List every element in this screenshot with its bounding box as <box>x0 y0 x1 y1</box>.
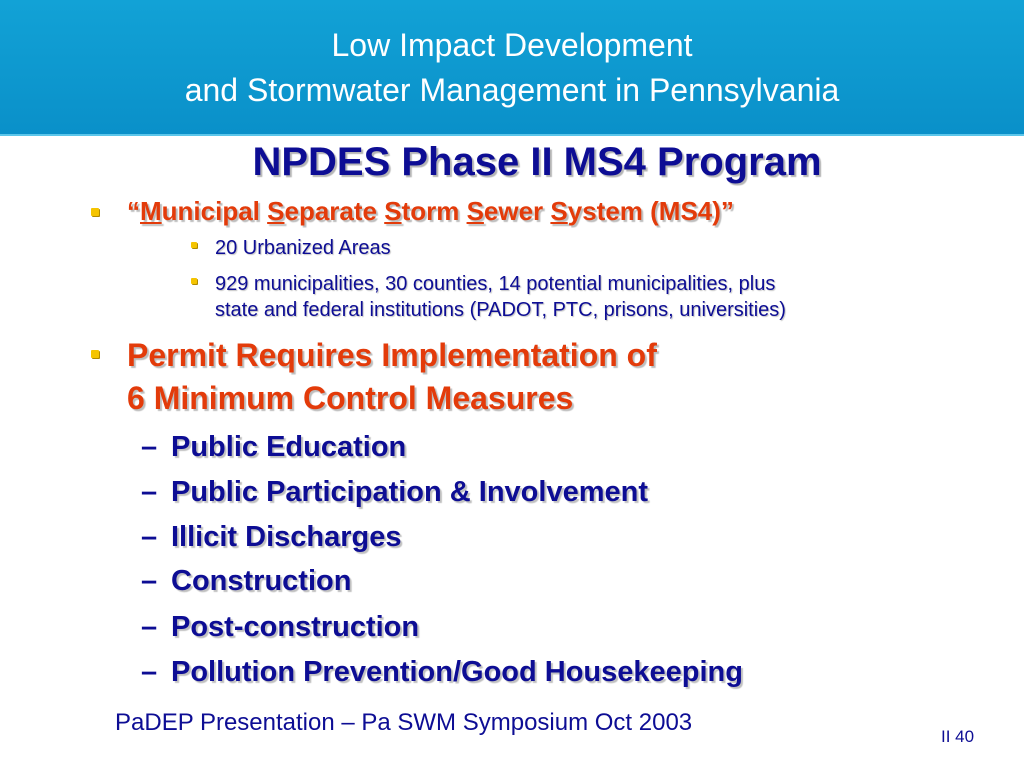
ms4-initial-letter: S <box>550 196 568 226</box>
sub-bullet-icon <box>191 242 197 248</box>
measure-item: Public Participation & Involvement <box>171 476 648 508</box>
measure-item: Post-construction <box>171 611 420 643</box>
bullet-icon <box>91 350 99 358</box>
ms4-definition <box>127 195 734 227</box>
page-number: II 40 <box>941 727 975 746</box>
sub-bullet-urbanized-areas: 20 Urbanized Areas <box>215 237 391 259</box>
ms4-initial-letter: S <box>466 196 484 226</box>
footer-presentation-credit: PaDEP Presentation – Pa SWM Symposium Oct 2003 <box>115 709 693 736</box>
measure-item: Construction <box>171 565 352 597</box>
ms4-text-segment: torm <box>401 196 467 226</box>
slide-title: NPDES Phase II MS4 Program <box>252 140 822 184</box>
ms4-initial-letter: M <box>140 196 162 226</box>
header-title-line-1: Low Impact Development <box>331 27 693 63</box>
ms4-text-segment: ystem (MS4)” <box>567 196 734 226</box>
sub-bullet-icon <box>191 278 197 284</box>
ms4-text-segment: “ <box>127 196 140 226</box>
bullet-icon <box>91 208 99 216</box>
sub-bullet-institutions: state and federal institutions (PADOT, PTC, prisons, universities) <box>215 299 786 321</box>
ms4-initial-letter: S <box>384 196 402 226</box>
dash-marker: – <box>141 656 158 688</box>
measure-item: Public Education <box>171 431 407 463</box>
dash-marker: – <box>141 521 158 553</box>
measure-item: Illicit Discharges <box>171 521 402 553</box>
header-title-line-2: and Stormwater Management in Pennsylvania <box>184 72 840 108</box>
permit-heading-line-1: Permit Requires Implementation of <box>127 337 657 373</box>
ms4-text-segment: ewer <box>483 196 551 226</box>
dash-marker: – <box>141 611 158 643</box>
dash-marker: – <box>141 431 158 463</box>
ms4-text-segment: eparate <box>284 196 385 226</box>
dash-marker: – <box>141 565 158 597</box>
dash-marker: – <box>141 476 158 508</box>
measure-item: Pollution Prevention/Good Housekeeping <box>171 656 743 688</box>
ms4-text-segment: unicipal <box>161 196 268 226</box>
permit-heading-line-2: 6 Minimum Control Measures <box>127 380 574 416</box>
slide-header-banner <box>0 0 1024 136</box>
sub-bullet-municipalities: 929 municipalities, 30 counties, 14 potential municipalities, plus <box>215 273 776 295</box>
ms4-initial-letter: S <box>267 196 285 226</box>
